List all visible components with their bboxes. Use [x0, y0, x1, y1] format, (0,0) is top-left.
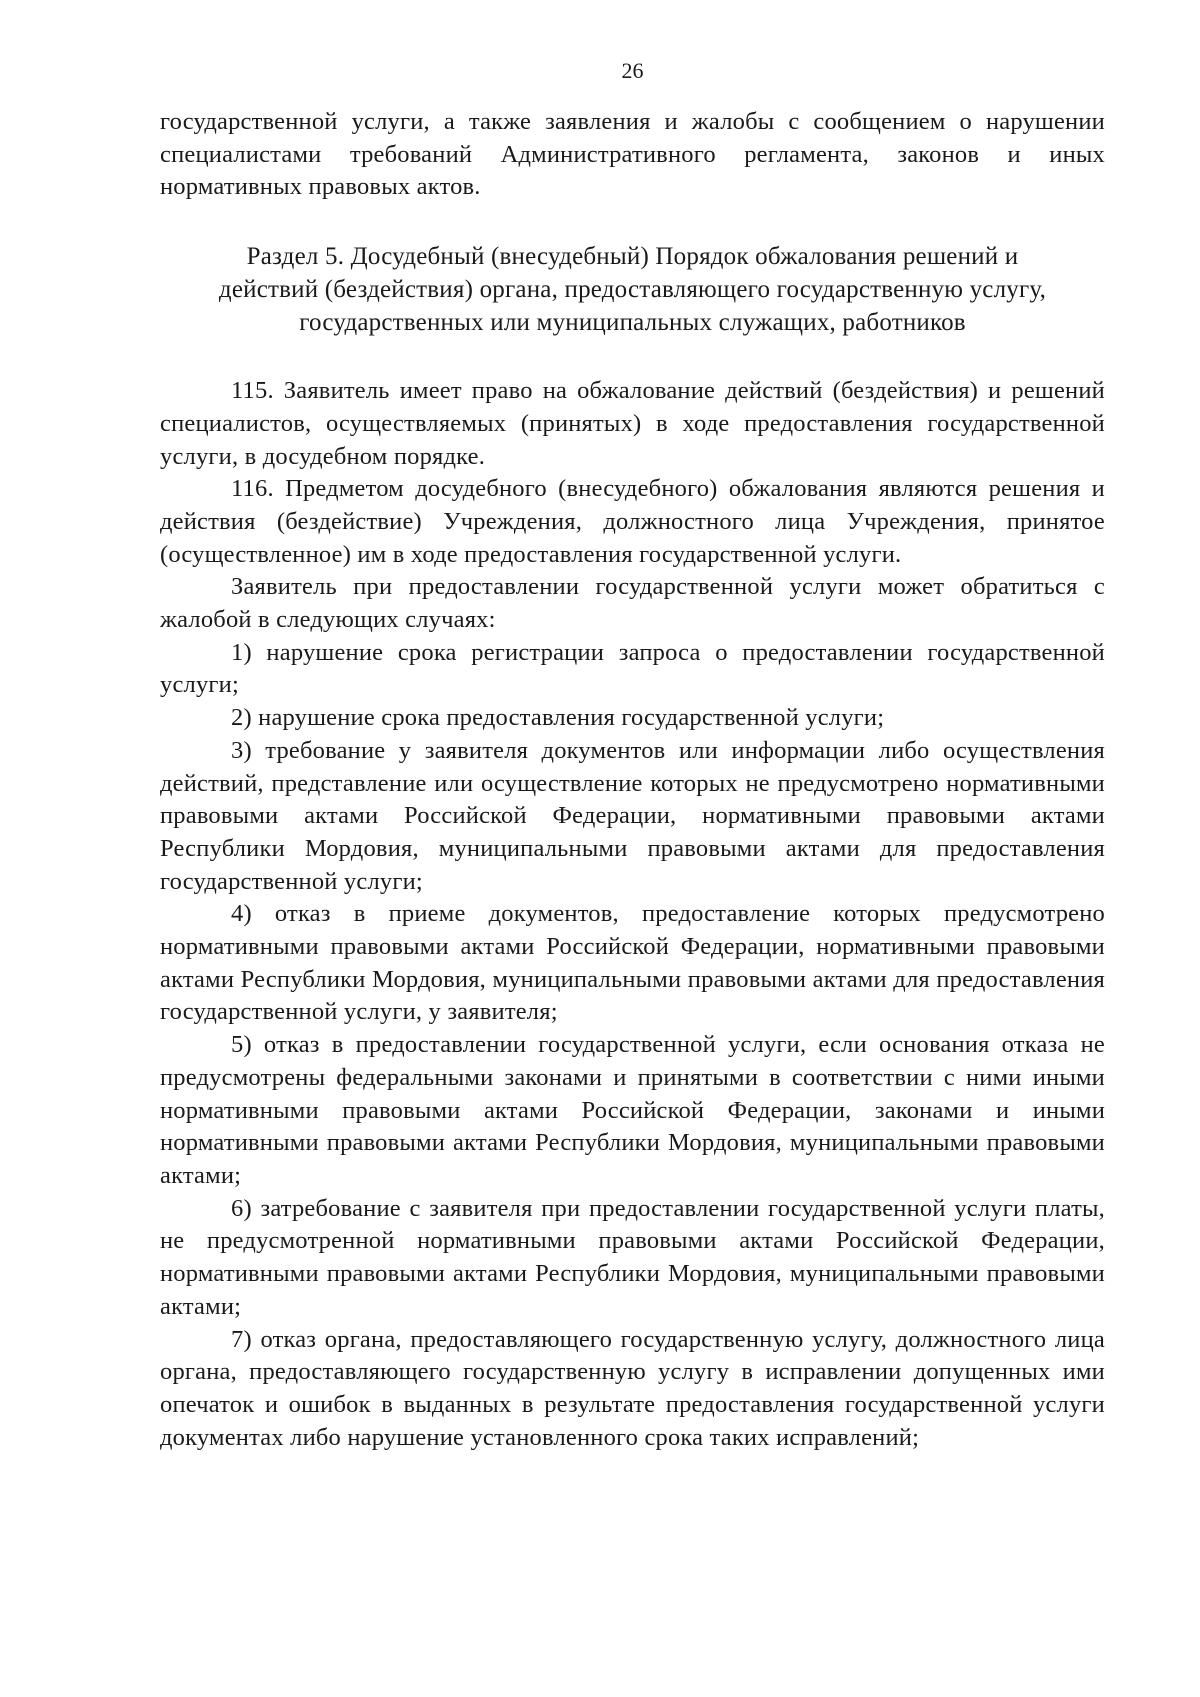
paragraph-complaint-cases: Заявитель при предоставлении государственной услуги может обратиться с жалобой в следующих случаях:	[160, 573, 1105, 634]
list-item-1: 1) нарушение срока регистрации запроса о предоставлении государственной услуги;	[160, 638, 1105, 699]
list-item-3: 3) требование у заявителя документов или информации либо осуществления действий, представление или осуществление которых не предусмотрено нормативными правовыми актами Российской Федерации, нормативными правовыми актами Республики Мордовия, муниципальными правовыми актами для предоставления государственной услуги;	[160, 736, 1105, 895]
page-number: 26	[621, 58, 644, 83]
intro-paragraph: государственной услуги, а также заявления и жалобы с сообщением о нарушении специалистами требований Административного регламента, законов и иных нормативных правовых актов.	[160, 108, 1105, 201]
list-item-2: 2) нарушение срока предоставления государственной услуги;	[231, 704, 885, 732]
section-title	[160, 240, 1105, 339]
paragraph-116: 116. Предметом досудебного (внесудебного) обжалования являются решения и действия (бездействие) Учреждения, должностного лица Учреждения, принятое (осуществленное) им в ходе предоставления государственной услуги.	[160, 475, 1105, 568]
list-item-7: 7) отказ органа, предоставляющего государственную услугу, должностного лица органа, предоставляющего государственную услугу в исправлении допущенных ими опечаток и ошибок в выданных в результате предоставления государственной услуги документах либо нарушение установленного срока таких исправлений;	[160, 1325, 1105, 1451]
list-item-4: 4) отказ в приеме документов, предоставление которых предусмотрено нормативными правовыми актами Российской Федерации, нормативными правовыми актами Республики Мордовия, муниципальными правовыми актами для предоставления государственной услуги, у заявителя;	[160, 900, 1105, 1026]
section-title-line: государственных или муниципальных служащих, работников	[299, 309, 966, 337]
section-title-line: Раздел 5. Досудебный (внесудебный) Порядок обжалования решений и	[246, 243, 1019, 271]
paragraph-115: 115. Заявитель имеет право на обжалование действий (бездействия) и решений специалистов, осуществляемых (принятых) в ходе предоставления государственной услуги, в досудебном порядке.	[160, 377, 1105, 470]
section-title-line: действий (бездействия) органа, предоставляющего государственную услугу,	[218, 276, 1047, 304]
list-item-5: 5) отказ в предоставлении государственной услуги, если основания отказа не предусмотрены федеральными законами и принятыми в соответствии с ними иными нормативными правовыми актами Российской Федерации, законами и иными нормативными правовыми актами Республики Мордовия, муниципальными правовыми актами;	[160, 1031, 1105, 1189]
list-item-6: 6) затребование с заявителя при предоставлении государственной услуги платы, не предусмотренной нормативными правовыми актами Российской Федерации, нормативными правовыми актами Республики Мордовия, муниципальными правовыми актами;	[160, 1194, 1105, 1320]
document-body	[160, 106, 1105, 1454]
